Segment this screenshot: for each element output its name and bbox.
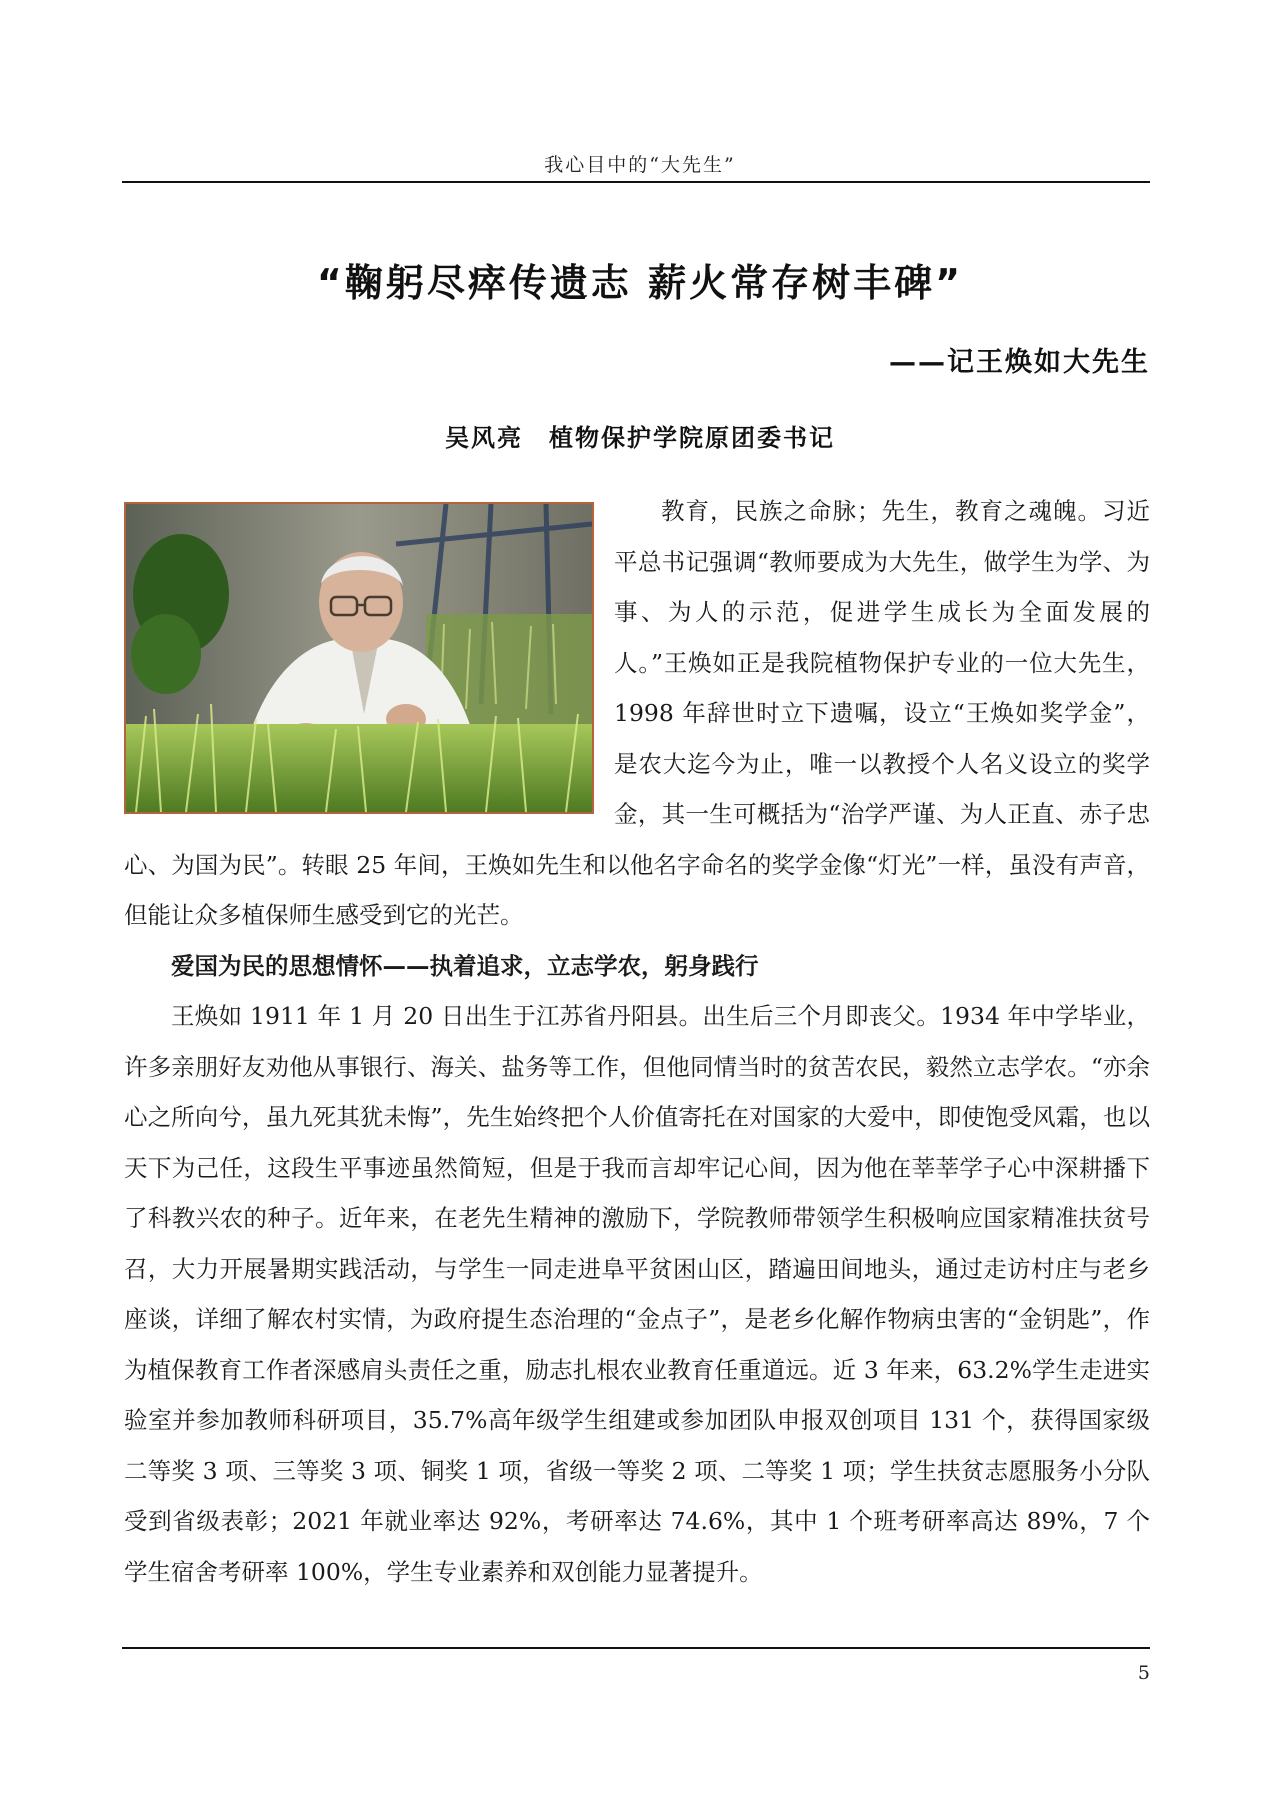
article-body: [124, 486, 1150, 1597]
intro-paragraph: 教育，民族之命脉；先生，教育之魂魄。习近平总书记强调“教师要成为大先生，做学生为学、为事、为人的示范，促进学生成长为全面发展的人。”王焕如正是我院植物保护专业的一位大先生，1998 年辞世时立下遗嘱，设立“王焕如奖学金”，是农大迄今为止，唯一以教授个人名义设立的奖学金，其一生可概括为“治学严谨、为人正直、赤子忠心、为国为民”。转眼 25 年间，王焕如先生和以他名字命名的奖学金像“灯光”一样，虽没有声音，但能让众多植保师生感受到它的光芒。: [124, 497, 1150, 929]
photo-spacer: [124, 486, 614, 806]
running-header: 我心目中的“大先生”: [544, 154, 736, 176]
article-subtitle: ——记王焕如大先生: [889, 347, 1150, 378]
section-heading: 爱国为民的思想情怀——执着追求，立志学农，躬身践行: [171, 951, 759, 980]
page-number: 5: [1137, 1662, 1150, 1684]
header-rule: [122, 181, 1150, 183]
biography-paragraph: 王焕如 1911 年 1 月 20 日出生于江苏省丹阳县。出生后三个月即丧父。1934 年中学毕业，许多亲朋好友劝他从事银行、海关、盐务等工作，但他同情当时的贫苦农民，毅然立志学农。“亦余心之所向兮，虽九死其犹未悔”，先生始终把个人价值寄托在对国家的大爱中，即使饱受风霜，也以天下为己任，这段生平事迹虽然简短，但是于我而言却牢记心间，因为他在莘莘学子心中深耕播下了科教兴农的种子。近年来，在老先生精神的激励下，学院教师带领学生积极响应国家精准扶贫号召，大力开展暑期实践活动，与学生一同走进阜平贫困山区，踏遍田间地头，通过走访村庄与老乡座谈，详细了解农村实情，为政府提生态治理的“金点子”，是老乡化解作物病虫害的“金钥匙”，作为植保教育工作者深感肩头责任之重，励志扎根农业教育任重道远。近 3 年来，63.2%学生走进实验室并参加教师科研项目，35.7%高年级学生组建或参加团队申报双创项目 131 个，获得国家级二等奖 3 项、三等奖 3 项、铜奖 1 项，省级一等奖 2 项、二等奖 1 项；学生扶贫志愿服务小分队受到省级表彰；2021 年就业率达 92%，考研率达 74.6%，其中 1 个班考研率高达 89%，7 个学生宿舍考研率 100%，学生专业素养和双创能力显著提升。: [124, 1002, 1150, 1586]
author-byline: 吴风亮 植物保护学院原团委书记: [445, 424, 835, 452]
article-title: “鞠躬尽瘁传遗志 薪火常存树丰碑”: [316, 261, 964, 305]
footer-rule: [122, 1647, 1150, 1649]
